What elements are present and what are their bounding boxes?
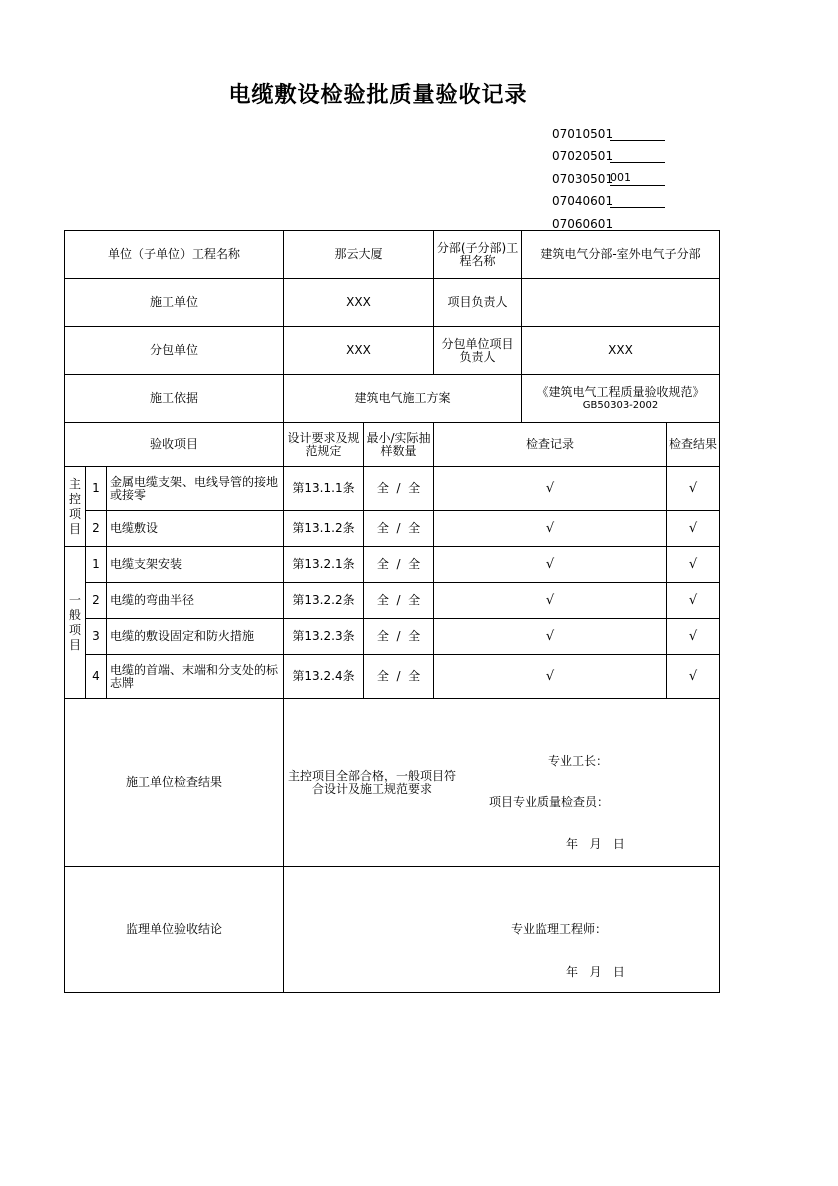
item-name: 电缆敷设 <box>107 511 284 547</box>
table-row <box>65 467 720 511</box>
code-number: 07060601 <box>552 216 614 231</box>
code-number: 07040601 <box>552 194 614 208</box>
code-line <box>552 186 665 209</box>
sample-min: 全 <box>376 521 389 535</box>
item-clause: 第13.2.3条 <box>284 619 364 655</box>
code-line <box>552 208 665 231</box>
table-row <box>65 511 720 547</box>
item-result[interactable]: √ <box>667 547 720 583</box>
item-clause: 第13.2.1条 <box>284 547 364 583</box>
code-blank[interactable] <box>610 126 665 141</box>
unit-value[interactable]: 那云大厦 <box>284 231 434 279</box>
sample-min: 全 <box>376 557 389 571</box>
constructor-check-cell <box>284 699 720 867</box>
item-clause: 第13.2.4条 <box>284 655 364 699</box>
acceptance-basis-cell <box>522 375 720 423</box>
item-name: 金属电缆支架、电线导管的接地或接零 <box>107 467 284 511</box>
item-sample[interactable] <box>364 583 434 619</box>
sample-sep: / <box>396 629 401 643</box>
acceptance-basis-value: 《建筑电气工程质量验收规范》 <box>536 384 705 399</box>
code-line <box>552 118 665 141</box>
sample-sep: / <box>396 521 401 535</box>
constructor-value[interactable]: XXX <box>284 279 434 327</box>
code-line <box>552 163 665 186</box>
code-number: 07030501 <box>552 171 614 186</box>
sample-actual: 全 <box>408 629 421 643</box>
code-line <box>552 141 665 164</box>
unit-label: 单位（子单位）工程名称 <box>65 231 284 279</box>
engineer-label: 专业监理工程师： <box>511 921 608 936</box>
code-blank[interactable]: 001 <box>610 171 665 186</box>
col-result: 检查结果 <box>667 423 720 467</box>
page-title: 电缆敷设检验批质量验收记录 <box>228 82 528 108</box>
supervisor-date[interactable]: 年 月 日 <box>566 964 625 979</box>
constructor-label: 施工单位 <box>65 279 284 327</box>
acceptance-basis-standard: GB50303-2002 <box>582 399 659 411</box>
table-row <box>65 583 720 619</box>
item-sample[interactable] <box>364 467 434 511</box>
item-sample[interactable] <box>364 619 434 655</box>
item-record[interactable]: √ <box>434 583 667 619</box>
supervisor-check-cell <box>284 867 720 993</box>
item-record[interactable]: √ <box>434 511 667 547</box>
table-row <box>65 655 720 699</box>
constructor-date[interactable]: 年 月 日 <box>566 836 625 851</box>
item-record[interactable]: √ <box>434 467 667 511</box>
sample-min: 全 <box>376 481 389 495</box>
sample-min: 全 <box>376 593 389 607</box>
pm-label: 项目负责人 <box>434 279 522 327</box>
col-design: 设计要求及规范规定 <box>284 423 364 467</box>
code-number: 07010501 <box>552 126 614 141</box>
inspection-table <box>64 230 720 993</box>
code-blank[interactable] <box>610 148 665 163</box>
col-record: 检查记录 <box>434 423 667 467</box>
item-no: 1 <box>86 547 107 583</box>
sample-min: 全 <box>376 629 389 643</box>
item-name: 电缆的敷设固定和防火措施 <box>107 619 284 655</box>
sample-sep: / <box>396 557 401 571</box>
item-result[interactable]: √ <box>667 655 720 699</box>
item-clause: 第13.1.2条 <box>284 511 364 547</box>
group-main: 主控项目 <box>65 467 86 547</box>
item-name: 电缆支架安装 <box>107 547 284 583</box>
sample-actual: 全 <box>408 669 421 683</box>
table-row <box>65 619 720 655</box>
code-blank[interactable] <box>610 193 665 208</box>
item-no: 1 <box>86 467 107 511</box>
constructor-check-label: 施工单位检查结果 <box>65 699 284 867</box>
basis-label: 施工依据 <box>65 375 284 423</box>
code-number: 07020501 <box>552 149 614 163</box>
item-no: 3 <box>86 619 107 655</box>
item-result[interactable]: √ <box>667 619 720 655</box>
sample-min: 全 <box>376 669 389 683</box>
item-sample[interactable] <box>364 547 434 583</box>
col-item: 验收项目 <box>65 423 284 467</box>
item-sample[interactable] <box>364 655 434 699</box>
item-name: 电缆的首端、末端和分支处的标志牌 <box>107 655 284 699</box>
item-no: 2 <box>86 511 107 547</box>
sample-actual: 全 <box>408 521 421 535</box>
group-general: 一般项目 <box>65 547 86 699</box>
basis-value[interactable]: 建筑电气施工方案 <box>284 375 522 423</box>
sample-sep: / <box>396 593 401 607</box>
sample-actual: 全 <box>408 593 421 607</box>
sample-actual: 全 <box>408 557 421 571</box>
sample-sep: / <box>396 669 401 683</box>
subcontractor-label: 分包单位 <box>65 327 284 375</box>
foreman-label: 专业工长： <box>548 753 609 768</box>
item-name: 电缆的弯曲半径 <box>107 583 284 619</box>
division-value[interactable]: 建筑电气分部-室外电气子分部 <box>522 231 720 279</box>
code-blank[interactable] <box>610 216 665 231</box>
item-clause: 第13.1.1条 <box>284 467 364 511</box>
item-record[interactable]: √ <box>434 655 667 699</box>
item-clause: 第13.2.2条 <box>284 583 364 619</box>
inspector-label: 项目专业质量检查员： <box>489 794 610 809</box>
item-no: 2 <box>86 583 107 619</box>
pm-value[interactable] <box>522 279 720 327</box>
division-label: 分部(子分部)工程名称 <box>434 231 522 279</box>
sub-pm-label: 分包单位项目负责人 <box>434 327 522 375</box>
inspection-codes <box>552 118 665 231</box>
col-sample: 最小/实际抽样数量 <box>364 423 434 467</box>
item-result[interactable]: √ <box>667 467 720 511</box>
item-record[interactable]: √ <box>434 547 667 583</box>
item-result[interactable]: √ <box>667 511 720 547</box>
sample-sep: / <box>396 481 401 495</box>
table-row <box>65 547 720 583</box>
item-sample[interactable] <box>364 511 434 547</box>
sample-actual: 全 <box>408 481 421 495</box>
item-record[interactable]: √ <box>434 619 667 655</box>
sub-pm-value[interactable]: XXX <box>522 327 720 375</box>
item-result[interactable]: √ <box>667 583 720 619</box>
item-no: 4 <box>86 655 107 699</box>
subcontractor-value[interactable]: XXX <box>284 327 434 375</box>
supervisor-check-label: 监理单位验收结论 <box>65 867 284 993</box>
conclusion-text[interactable]: 主控项目全部合格，一般项目符合设计及施工规范要求 <box>287 768 456 796</box>
